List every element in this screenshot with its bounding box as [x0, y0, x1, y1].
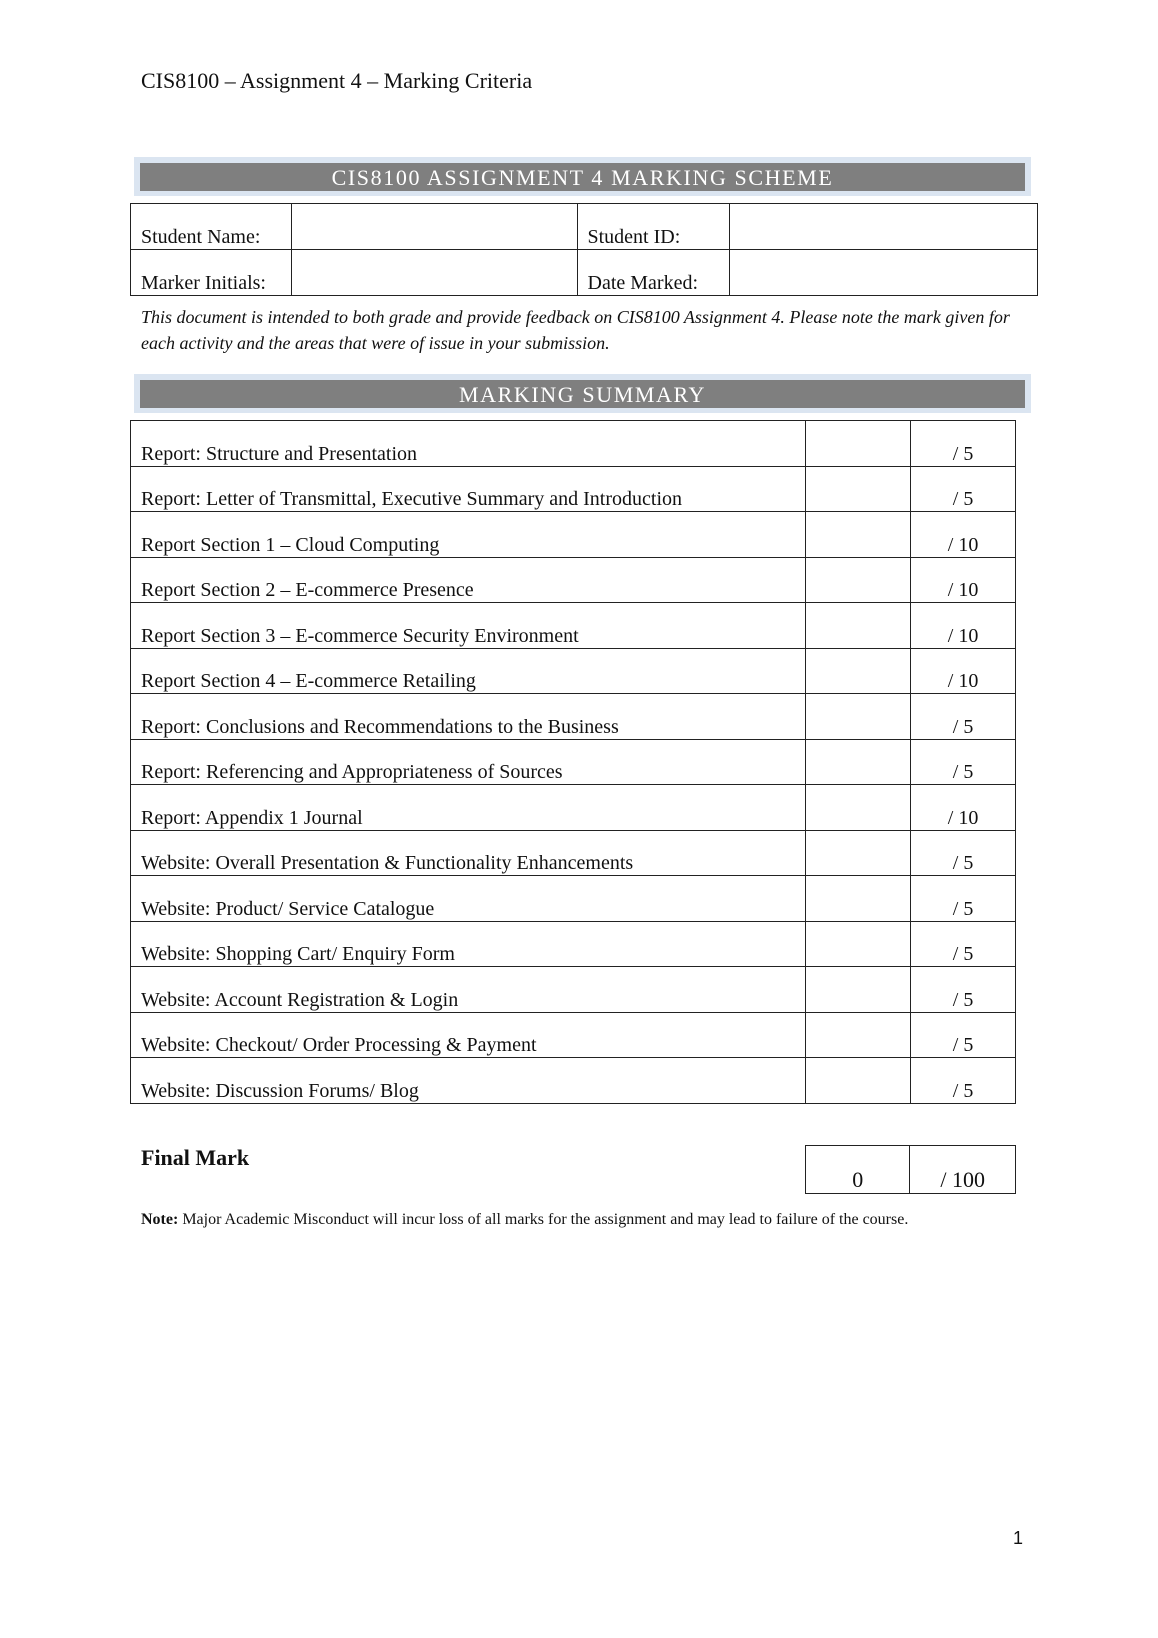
- final-mark-table: [805, 1145, 1016, 1194]
- marker-initials-label: Marker Initials:: [131, 250, 292, 296]
- criteria-mark-field[interactable]: [806, 557, 911, 603]
- criteria-mark-field[interactable]: [806, 603, 911, 649]
- criteria-total: / 5: [911, 921, 1016, 967]
- criteria-label: Report: Referencing and Appropriateness of Sources: [131, 739, 806, 785]
- criteria-total: / 5: [911, 421, 1016, 467]
- student-name-field[interactable]: [291, 204, 577, 250]
- criteria-mark-field[interactable]: [806, 1012, 911, 1058]
- criteria-row: [131, 557, 1016, 603]
- criteria-label: Website: Discussion Forums/ Blog: [131, 1058, 806, 1104]
- criteria-mark-field[interactable]: [806, 830, 911, 876]
- date-marked-field[interactable]: [730, 250, 1038, 296]
- criteria-mark-field[interactable]: [806, 466, 911, 512]
- criteria-total: / 10: [911, 648, 1016, 694]
- criteria-label: Report: Conclusions and Recommendations to the Business: [131, 694, 806, 740]
- criteria-total: / 5: [911, 830, 1016, 876]
- student-id-field[interactable]: [730, 204, 1038, 250]
- criteria-label: Report Section 1 – Cloud Computing: [131, 512, 806, 558]
- criteria-mark-field[interactable]: [806, 694, 911, 740]
- criteria-mark-field[interactable]: [806, 967, 911, 1013]
- criteria-label: Website: Checkout/ Order Processing & Payment: [131, 1012, 806, 1058]
- criteria-total: / 5: [911, 1058, 1016, 1104]
- criteria-label: Report: Appendix 1 Journal: [131, 785, 806, 831]
- criteria-total: / 5: [911, 739, 1016, 785]
- intro-text: This document is intended to both grade and provide feedback on CIS8100 Assignment 4. Please note the mark given for each activity and the areas that were of issue in your submission.: [141, 307, 1010, 353]
- marking-summary-banner: [134, 374, 1031, 413]
- criteria-label: Website: Overall Presentation & Functionality Enhancements: [131, 830, 806, 876]
- criteria-row: [131, 694, 1016, 740]
- criteria-total: / 5: [911, 876, 1016, 922]
- criteria-row: [131, 512, 1016, 558]
- criteria-mark-field[interactable]: [806, 648, 911, 694]
- criteria-label: Report Section 2 – E-commerce Presence: [131, 557, 806, 603]
- criteria-mark-field[interactable]: [806, 921, 911, 967]
- criteria-mark-field[interactable]: [806, 512, 911, 558]
- misconduct-note: [141, 1211, 908, 1229]
- criteria-total: / 5: [911, 466, 1016, 512]
- criteria-mark-field[interactable]: [806, 876, 911, 922]
- criteria-label: Website: Product/ Service Catalogue: [131, 876, 806, 922]
- criteria-row: [131, 648, 1016, 694]
- criteria-total: / 5: [911, 967, 1016, 1013]
- criteria-row: [131, 967, 1016, 1013]
- note-label: Note:: [141, 1211, 179, 1228]
- criteria-label: Report Section 4 – E-commerce Retailing: [131, 648, 806, 694]
- criteria-row: [131, 466, 1016, 512]
- criteria-total: / 10: [911, 512, 1016, 558]
- marking-scheme-title: CIS8100 ASSIGNMENT 4 MARKING SCHEME: [140, 163, 1025, 191]
- student-info-table: [130, 203, 1038, 296]
- marking-scheme-banner: [134, 157, 1031, 196]
- page-number: 1: [1013, 1528, 1024, 1548]
- marker-initials-field[interactable]: [291, 250, 577, 296]
- criteria-label: Report: Letter of Transmittal, Executive Summary and Introduction: [131, 466, 806, 512]
- student-id-label: Student ID:: [577, 204, 730, 250]
- criteria-label: Website: Shopping Cart/ Enquiry Form: [131, 921, 806, 967]
- criteria-label: Website: Account Registration & Login: [131, 967, 806, 1013]
- criteria-total: / 5: [911, 694, 1016, 740]
- criteria-mark-field[interactable]: [806, 785, 911, 831]
- final-mark-label: Final Mark: [141, 1145, 250, 1170]
- document-header: CIS8100 – Assignment 4 – Marking Criteria: [141, 68, 533, 93]
- criteria-row: [131, 785, 1016, 831]
- criteria-row: [131, 739, 1016, 785]
- criteria-mark-field[interactable]: [806, 1058, 911, 1104]
- criteria-row: [131, 1058, 1016, 1104]
- criteria-row: [131, 1012, 1016, 1058]
- criteria-label: Report Section 3 – E-commerce Security Environment: [131, 603, 806, 649]
- criteria-mark-field[interactable]: [806, 739, 911, 785]
- final-mark-value[interactable]: 0: [806, 1146, 910, 1194]
- criteria-total: / 5: [911, 1012, 1016, 1058]
- student-name-label: Student Name:: [131, 204, 292, 250]
- criteria-row: [131, 830, 1016, 876]
- criteria-total: / 10: [911, 785, 1016, 831]
- note-text: Major Academic Misconduct will incur loss of all marks for the assignment and may lead to failure of the course.: [178, 1211, 909, 1228]
- criteria-mark-field[interactable]: [806, 421, 911, 467]
- criteria-total: / 10: [911, 557, 1016, 603]
- criteria-row: [131, 603, 1016, 649]
- criteria-row: [131, 876, 1016, 922]
- criteria-total: / 10: [911, 603, 1016, 649]
- marking-summary-table: [130, 420, 1016, 1104]
- date-marked-label: Date Marked:: [577, 250, 730, 296]
- marking-summary-title: MARKING SUMMARY: [140, 380, 1025, 408]
- criteria-row: [131, 421, 1016, 467]
- criteria-row: [131, 921, 1016, 967]
- final-mark-total: / 100: [910, 1146, 1016, 1194]
- criteria-label: Report: Structure and Presentation: [131, 421, 806, 467]
